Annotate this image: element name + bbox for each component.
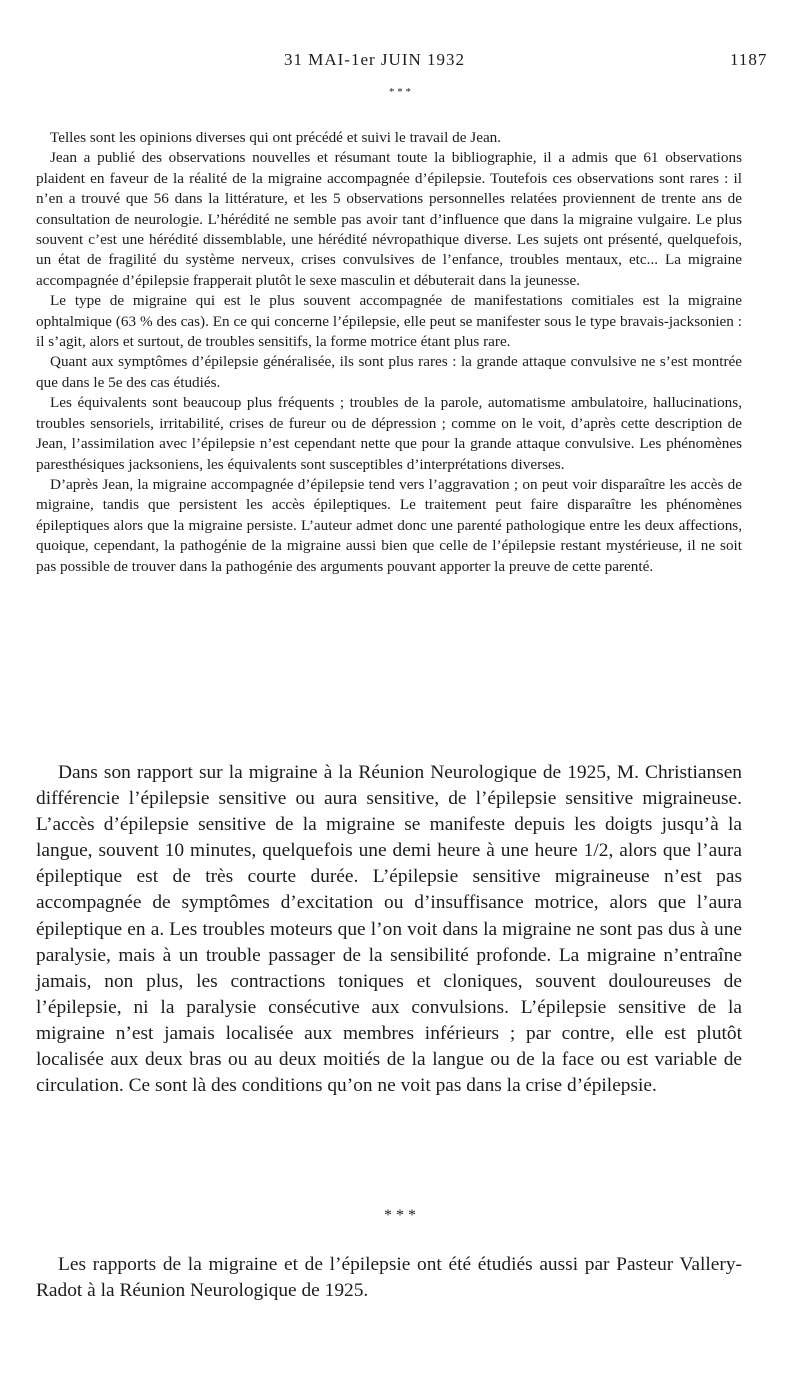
paragraph: D’après Jean, la migraine accompagnée d’épilepsie tend vers l’aggravation ; on peut voir disparaître les accès de migraine, tandis que persistent les accès épileptiques. Le traitement peut faire disparaître les phénomènes épileptiques alors que la migraine persiste. L’auteur admet donc une parenté pathologique entre les deux affections, quoique, cependant, la pathogénie de la migraine aussi bien que celle de l’épilepsie restant mystérieuse, il ne soit pas possible de trouver dans la pathogénie des arguments pouvant apporter la preuve de cette parenté. xyxy=(36,475,742,575)
paragraph: Quant aux symptômes d’épilepsie généralisée, ils sont plus rares : la grande attaque convulsive ne s’est montrée que dans le 5e des cas étudiés. xyxy=(36,353,742,391)
paragraph: Jean a publié des observations nouvelles et résumant toute la bibliographie, il a admis que 61 observations plaident en faveur de la réalité de la migraine accompagnée d’épilepsie. Toutefois ces observations sont rares : il n’en a trouvé que 56 dans la littérature, et les 5 observations personnelles relatées proviennent de trente ans de consultation de neurologie. L’hérédité ne semble pas avoir tant d’influence que dans la migraine vulgaire. Le plus souvent c’est une hérédité dissemblable, une hérédité névropathique diverse. Les sujets ont présenté, quelquefois, un état de fragilité du système nerveux, crises convulsives de l’enfance, troubles mentaux, etc... La migraine accompagnée d’épilepsie frapperait plutôt le sexe masculin et débuterait dans la jeunesse. xyxy=(36,149,742,289)
closing-section xyxy=(36,1252,742,1304)
small-print-section xyxy=(36,128,742,577)
main-text-section xyxy=(36,760,742,1099)
paragraph: Telles sont les opinions diverses qui ont précédé et suivi le travail de Jean. xyxy=(50,129,502,146)
paragraph: Les équivalents sont beaucoup plus fréquents ; troubles de la parole, automatisme ambulatoire, hallucinations, troubles sensoriels, irritabilité, crises de fureur ou de dépression ; comme on le voit, d’après cette description de Jean, l’assimilation avec l’épilepsie n’est cependant nette que pour la grande attaque convulsive. Les phénomènes paresthésiques jacksoniens, les équivalents sont susceptibles d’interprétations diverses. xyxy=(36,394,742,473)
paragraph-christiansen: Dans son rapport sur la migraine à la Réunion Neurologique de 1925, M. Christiansen différencie l’épilepsie sensitive ou aura sensitive, de l’épilepsie sensitive migraineuse. L’accès d’épilepsie sensitive de la migraine se manifeste depuis les doigts jusqu’à la langue, souvent 10 minutes, quelquefois une demi heure à une heure 1/2, alors que l’aura épileptique est de très courte durée. L’épilepsie sensitive migraineuse n’est pas accompagnée de symptômes d’excitation ou d’insuffisance motrice, alors que l’aura épileptique en a. Les troubles moteurs que l’on voit dans la migraine ne sont pas dus à une paralysie, mais à un trouble passager de la sensibilité profonde. La migraine n’entraîne jamais, non plus, les contractions toniques et cloniques, souvent douloureuses de l’épilepsie, ni la paralysie consécutive aux convulsions. L’épilepsie sensitive de la migraine n’est jamais localisée aux membres inférieurs ; par contre, elle est plutôt localisée aux deux bras ou au deux moitiés de la langue ou de la face ou est variable de circulation. Ce sont là des conditions qu’on ne voit pas dans la crise d’épilepsie. xyxy=(36,762,742,1097)
paragraph-vallery-radot: Les rapports de la migraine et de l’épilepsie ont été étudiés aussi par Pasteur Vallery-Radot à la Réunion Neurologique de 1925. xyxy=(36,1254,742,1301)
section-divider-bottom xyxy=(0,1207,800,1224)
page-number: 1187 xyxy=(730,50,768,69)
header-date: 31 MAI-1er JUIN 1932 xyxy=(284,50,466,69)
running-header xyxy=(0,50,800,74)
asterism-bottom: * * * xyxy=(384,1207,416,1224)
paragraph: Le type de migraine qui est le plus souvent accompagnée de manifestations comitiales est la migraine ophtalmique (63 % des cas). En ce qui concerne l’épilepsie, elle peut se manifester sous le type bravais-jacksonien : il s’agit, alors et surtout, de troubles sensitifs, la forme motrice étant plus rare. xyxy=(36,292,742,351)
asterism-top: * * * xyxy=(389,86,411,98)
section-divider-top xyxy=(0,88,800,96)
